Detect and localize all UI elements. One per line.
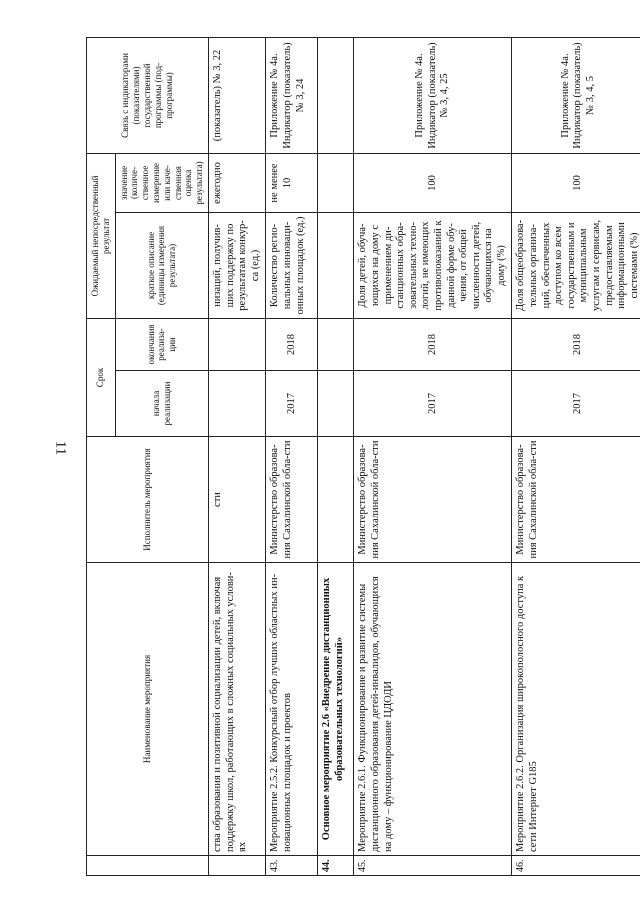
row-name: Мероприятие 2.6.2. Организация широкополосного доступа к сети Интернет G185 [512, 563, 640, 856]
table-row [208, 37, 265, 875]
table-row [354, 37, 512, 875]
row-num: 44. [318, 856, 354, 876]
row-link: Приложение № 4а. Индикатор (показатель) № 3, 4, 5 [512, 37, 640, 153]
header-link: Связь с индикаторами (показателями) государственной программы (под-программы) [87, 37, 209, 153]
header-value: значение (количе-ственное измерение или каче-ственная оценка результата) [115, 153, 208, 212]
row-link: Приложение № 4а. Индикатор (показатель) № 3, 24 [266, 37, 318, 153]
row-start: 2017 [266, 371, 318, 437]
row-num: 45. [354, 856, 512, 876]
row-desc: Доля общеобразова-тельных организа-ций, обеспеченных доступом ко всем государственным и муниципальным услугам и сервисам, предоставляемым информационными системами (%) [512, 212, 640, 318]
measures-table [86, 37, 640, 876]
row-link: Приложение № 4а. Индикатор (показатель) № 3, 4, 25 [354, 37, 512, 153]
table-row [512, 37, 640, 875]
page-number: 11 [52, 440, 69, 456]
row-end: 2018 [266, 318, 318, 370]
header-end: окончания реализа-ции [115, 318, 208, 370]
header-num [87, 856, 209, 876]
row-desc: Доля детей, обуча-ющихся на дому с применением ди-станционных обра-зовательных техно-логий, не имеющих противопоказаний к данной форме обу-чения, от общей численности детей, обучающихся на дому (%) [354, 212, 512, 318]
row-value: ежегодно [208, 153, 265, 212]
row-section-title: Основное мероприятие 2.6 «Внедрение дистанционных образовательных технологий» [318, 563, 354, 856]
row-value: 100 [512, 153, 640, 212]
table-row [266, 37, 318, 875]
row-num: 43. [266, 856, 318, 876]
row-desc: низаций, получив-ших поддержку по результатам конкур-са (ед.) [208, 212, 265, 318]
row-name: Мероприятие 2.6.1. Функционирование и развитие системы дистанционного образования детей-инвалидов, обучающихся на дому – функционирование ЦДОДИ [354, 563, 512, 856]
header-row [87, 37, 116, 875]
row-start: 2017 [354, 371, 512, 437]
row-link: (показатель) № 3, 22 [208, 37, 265, 153]
row-end: 2018 [512, 318, 640, 370]
row-start: 2017 [512, 371, 640, 437]
row-value: не менее 10 [266, 153, 318, 212]
row-num: 46. [512, 856, 640, 876]
row-executor: Министерство образова-ния Сахалинской обла-сти [512, 437, 640, 563]
rotated-page [86, 38, 640, 876]
header-executor: Исполнитель мероприятия [87, 437, 209, 563]
table-row-section [318, 37, 354, 875]
header-term: Срок [87, 318, 116, 436]
row-end: 2018 [354, 318, 512, 370]
row-name: Мероприятие 2.5.2. Конкурсный отбор лучших областных ин-новационных площадок и проектов [266, 563, 318, 856]
row-executor: сти [208, 437, 265, 563]
header-start: начала реализации [115, 371, 208, 437]
header-short-desc: краткое описание (единицы измерения результата) [115, 212, 208, 318]
row-start [208, 371, 265, 437]
row-num [208, 856, 265, 876]
row-name: ства образования и позитивной социализации детей, включая поддержку школ, работающих в сложных социальных услови-ях [208, 563, 265, 856]
header-expected: Ожидаемый непосредственный результат [87, 153, 116, 318]
row-value: 100 [354, 153, 512, 212]
row-executor: Министерство образова-ния Сахалинской обла-сти [266, 437, 318, 563]
row-desc: Количество регио-нальных инновaци-онных площадок (ед.) [266, 212, 318, 318]
row-end [208, 318, 265, 370]
row-executor: Министерство образова-ния Сахалинской обла-сти [354, 437, 512, 563]
header-name: Наименование мероприятия [87, 563, 209, 856]
